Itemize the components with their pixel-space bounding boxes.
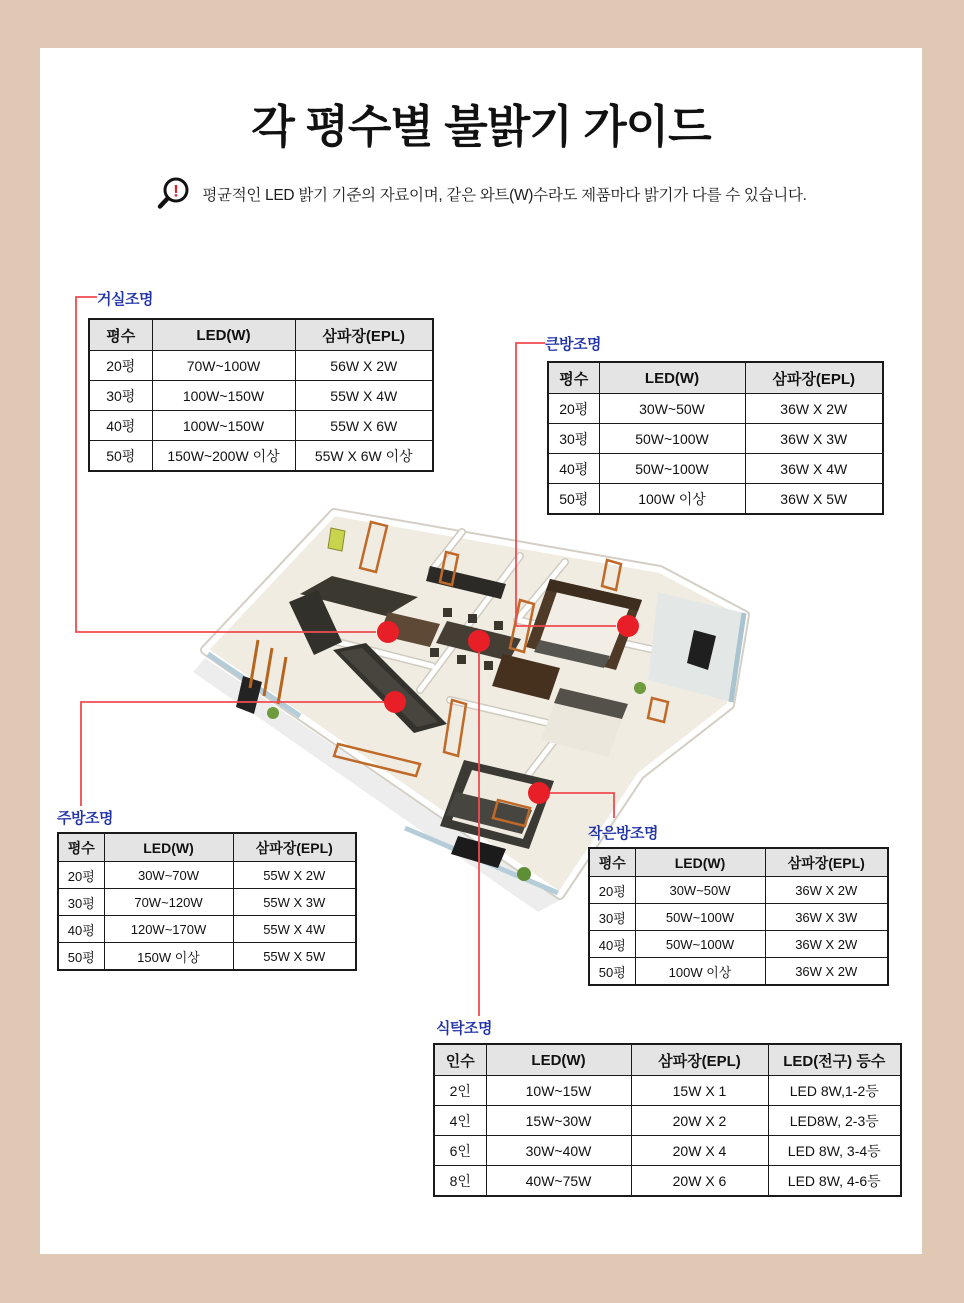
- table-cell: 36W X 2W: [765, 958, 888, 986]
- table-cell: 56W X 2W: [295, 351, 433, 381]
- big-room-table-label: 큰방조명: [545, 336, 601, 353]
- table-cell: 55W X 3W: [233, 889, 356, 916]
- column-header: LED(W): [104, 833, 233, 862]
- column-header: LED(W): [486, 1044, 631, 1076]
- kitchen-marker: [384, 691, 406, 713]
- table-row: [89, 381, 433, 411]
- header-row: [58, 833, 356, 862]
- table-cell: 30W~50W: [599, 394, 745, 424]
- table-row: [434, 1106, 901, 1136]
- table-row: [548, 424, 883, 454]
- table-cell: 30평: [589, 904, 635, 931]
- table-cell: 150W 이상: [104, 943, 233, 971]
- living-table-label: 거실조명: [97, 291, 153, 308]
- table-cell: 36W X 2W: [765, 931, 888, 958]
- table-cell: 100W 이상: [635, 958, 765, 986]
- table-cell: 150W~200W 이상: [152, 441, 295, 472]
- table-row: [548, 484, 883, 515]
- page-title: 각 평수별 불밝기 가이드: [251, 101, 711, 152]
- table-row: [548, 454, 883, 484]
- table-row: [89, 351, 433, 381]
- table-cell: 55W X 6W: [295, 411, 433, 441]
- living-room-marker: [377, 621, 399, 643]
- table-cell: 70W~100W: [152, 351, 295, 381]
- svg-text:!: !: [173, 181, 180, 201]
- table-row: [589, 877, 888, 904]
- disclaimer-text: 평균적인 LED 밝기 기준의 자료이며, 같은 와트(W)수라도 제품마다 밝기가 다를 수 있습니다.: [202, 187, 807, 204]
- dining-table-label: 식탁조명: [436, 1020, 492, 1037]
- table-row: [434, 1166, 901, 1197]
- table-cell: 20W X 4: [631, 1136, 768, 1166]
- small-room-marker: [528, 782, 550, 804]
- column-header: LED(전구) 등수: [768, 1044, 901, 1076]
- column-header: 삼파장(EPL): [765, 848, 888, 877]
- table-cell: 2인: [434, 1076, 486, 1106]
- table-cell: 30평: [89, 381, 152, 411]
- table-cell: 55W X 2W: [233, 862, 356, 889]
- dining-table: [433, 1043, 902, 1197]
- table-cell: 20평: [89, 351, 152, 381]
- big-room-marker: [617, 615, 639, 637]
- table-cell: 40평: [58, 916, 104, 943]
- table-cell: 100W~150W: [152, 411, 295, 441]
- header-row: [589, 848, 888, 877]
- table-cell: 20평: [548, 394, 599, 424]
- table-row: [58, 916, 356, 943]
- table-cell: 10W~15W: [486, 1076, 631, 1106]
- table-cell: 55W X 4W: [295, 381, 433, 411]
- table-cell: 20W X 2: [631, 1106, 768, 1136]
- table-cell: 36W X 2W: [745, 394, 883, 424]
- table-cell: 55W X 6W 이상: [295, 441, 433, 472]
- table-cell: 50W~100W: [635, 931, 765, 958]
- living-table: [88, 318, 434, 472]
- small-room-table-label: 작은방조명: [588, 825, 658, 842]
- table-row: [58, 943, 356, 971]
- table-cell: 30W~50W: [635, 877, 765, 904]
- table-cell: 20평: [58, 862, 104, 889]
- column-header: LED(W): [635, 848, 765, 877]
- table-cell: 36W X 3W: [745, 424, 883, 454]
- column-header: LED(W): [152, 319, 295, 351]
- column-header: 삼파장(EPL): [233, 833, 356, 862]
- table-row: [434, 1076, 901, 1106]
- table-cell: 50평: [548, 484, 599, 515]
- table-row: [58, 889, 356, 916]
- table-cell: 30W~70W: [104, 862, 233, 889]
- table-row: [589, 931, 888, 958]
- table-cell: 50W~100W: [599, 424, 745, 454]
- header-row: [89, 319, 433, 351]
- table-cell: 30평: [58, 889, 104, 916]
- table-cell: 36W X 5W: [745, 484, 883, 515]
- small-room-table: [588, 847, 889, 986]
- table-row: [58, 862, 356, 889]
- column-header: 평수: [89, 319, 152, 351]
- table-cell: LED 8W, 3-4등: [768, 1136, 901, 1166]
- table-cell: 50W~100W: [599, 454, 745, 484]
- column-header: 삼파장(EPL): [745, 362, 883, 394]
- table-cell: 100W 이상: [599, 484, 745, 515]
- table-row: [589, 904, 888, 931]
- table-cell: 8인: [434, 1166, 486, 1197]
- table-cell: 36W X 2W: [765, 877, 888, 904]
- dining-marker: [468, 630, 490, 652]
- table-cell: 55W X 4W: [233, 916, 356, 943]
- table-cell: 55W X 5W: [233, 943, 356, 971]
- table-row: [589, 958, 888, 986]
- column-header: 평수: [548, 362, 599, 394]
- table-cell: 20W X 6: [631, 1166, 768, 1197]
- table-cell: 4인: [434, 1106, 486, 1136]
- table-cell: 40평: [89, 411, 152, 441]
- table-cell: LED8W, 2-3등: [768, 1106, 901, 1136]
- table-cell: 30평: [548, 424, 599, 454]
- table-cell: 50평: [58, 943, 104, 971]
- table-cell: LED 8W, 4-6등: [768, 1166, 901, 1197]
- table-cell: 70W~120W: [104, 889, 233, 916]
- table-cell: 40평: [548, 454, 599, 484]
- table-cell: 50평: [589, 958, 635, 986]
- table-cell: 36W X 3W: [765, 904, 888, 931]
- table-row: [548, 394, 883, 424]
- table-cell: 15W X 1: [631, 1076, 768, 1106]
- column-header: LED(W): [599, 362, 745, 394]
- header-row: [548, 362, 883, 394]
- table-cell: 40평: [589, 931, 635, 958]
- table-cell: 6인: [434, 1136, 486, 1166]
- table-cell: 50평: [89, 441, 152, 472]
- table-cell: 40W~75W: [486, 1166, 631, 1197]
- table-cell: 50W~100W: [635, 904, 765, 931]
- column-header: 평수: [58, 833, 104, 862]
- table-row: [434, 1136, 901, 1166]
- column-header: 평수: [589, 848, 635, 877]
- table-row: [89, 441, 433, 472]
- kitchen-table: [57, 832, 357, 971]
- table-cell: 30W~40W: [486, 1136, 631, 1166]
- header-row: [434, 1044, 901, 1076]
- column-header: 인수: [434, 1044, 486, 1076]
- table-cell: 36W X 4W: [745, 454, 883, 484]
- table-cell: LED 8W,1-2등: [768, 1076, 901, 1106]
- table-cell: 120W~170W: [104, 916, 233, 943]
- table-row: [89, 411, 433, 441]
- table-cell: 20평: [589, 877, 635, 904]
- big-room-table: [547, 361, 884, 515]
- column-header: 삼파장(EPL): [295, 319, 433, 351]
- table-cell: 15W~30W: [486, 1106, 631, 1136]
- column-header: 삼파장(EPL): [631, 1044, 768, 1076]
- kitchen-table-label: 주방조명: [57, 810, 113, 827]
- table-cell: 100W~150W: [152, 381, 295, 411]
